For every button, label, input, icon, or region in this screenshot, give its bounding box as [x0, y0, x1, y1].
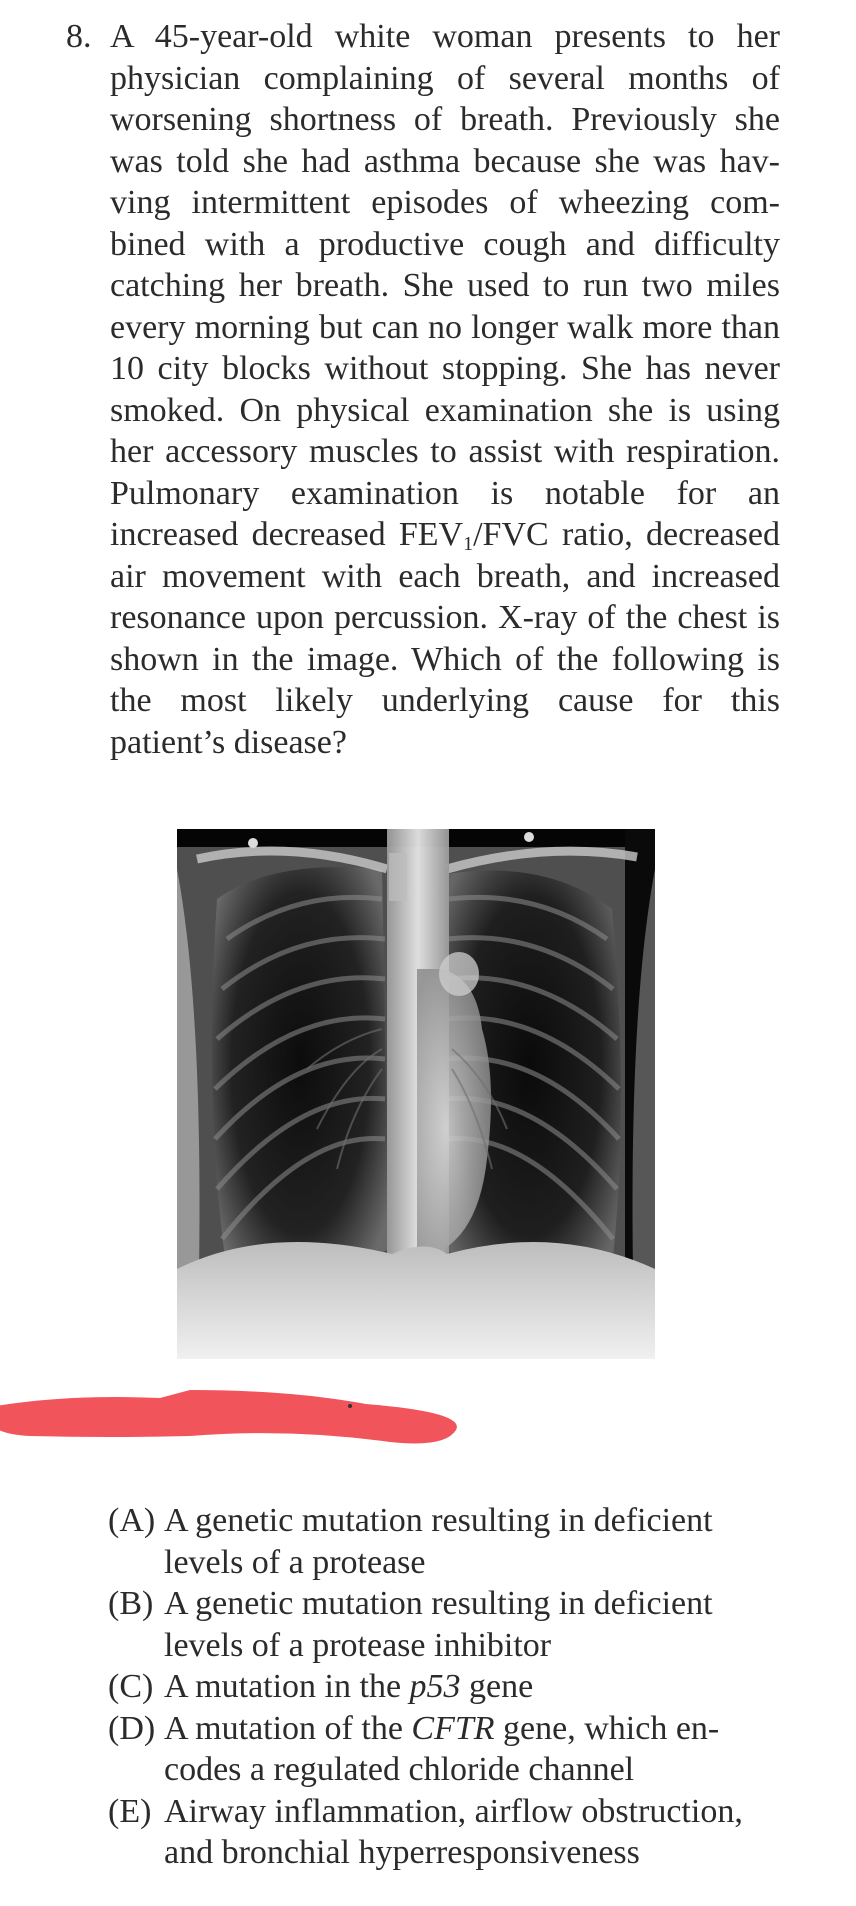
option-b-text: A genetic mutation resulting in deficient levels of a protease inhibitor [164, 1585, 713, 1664]
fev-subscript: 1 [463, 533, 474, 555]
option-c-gene-name: p53 [409, 1668, 461, 1705]
option-b[interactable] [108, 1583, 768, 1666]
option-e[interactable] [108, 1791, 768, 1874]
option-a-text: A genetic mutation resulting in deficient levels of a protease [164, 1502, 713, 1581]
question-stem [110, 16, 780, 763]
option-d[interactable] [108, 1708, 768, 1791]
option-e-text: Airway inflammation, airflow obstruction, and bronchial hyperresponsiveness [164, 1792, 743, 1871]
option-c-text-start: A mutation in the [164, 1668, 410, 1705]
question-stem-text-end: /FVC ratio, decreased air movement with each breath, and increased resonance upon percussion. X-ray of the chest is shown in the image. Which of the following is the most likely underlying cause for this patient’s disease? [110, 516, 781, 761]
option-b-letter: (B) [108, 1585, 154, 1622]
option-a-letter: (A) [108, 1502, 156, 1539]
question-number: 8. [66, 18, 92, 55]
option-d-letter: (D) [108, 1709, 156, 1747]
question-block [66, 16, 780, 763]
answer-options [108, 1500, 768, 1874]
redaction-mark [0, 1376, 480, 1450]
option-c-letter: (C) [108, 1668, 154, 1705]
option-c[interactable] [108, 1666, 768, 1708]
option-d-text-end: gene, which encodes a regulated chloride channel [164, 1709, 720, 1788]
question-stem-text-start: A 45-year-old white woman presents to her physician complaining of several months of worsening shortness of breath. Previously she was told she had asthma because she was havving intermittent episodes of wheezing combined with a productive cough and difficulty catching her breath. She used to run two miles every morning but can no longer walk more than 10 city blocks without stopping. She has never smoked. On physical examination she is using her accessory muscles to assist with respiration. Pulmonary examination is notable for an increased decreased FEV [110, 18, 780, 553]
option-c-text [164, 1668, 533, 1705]
option-d-text-start: A mutation of the [164, 1709, 412, 1747]
option-d-gene-name: CFTR [411, 1709, 495, 1747]
option-a[interactable] [108, 1500, 768, 1583]
option-e-letter: (E) [108, 1792, 152, 1830]
option-d-text [164, 1710, 719, 1789]
chest-xray-image [177, 829, 655, 1359]
option-c-text-end: gene [460, 1668, 534, 1705]
